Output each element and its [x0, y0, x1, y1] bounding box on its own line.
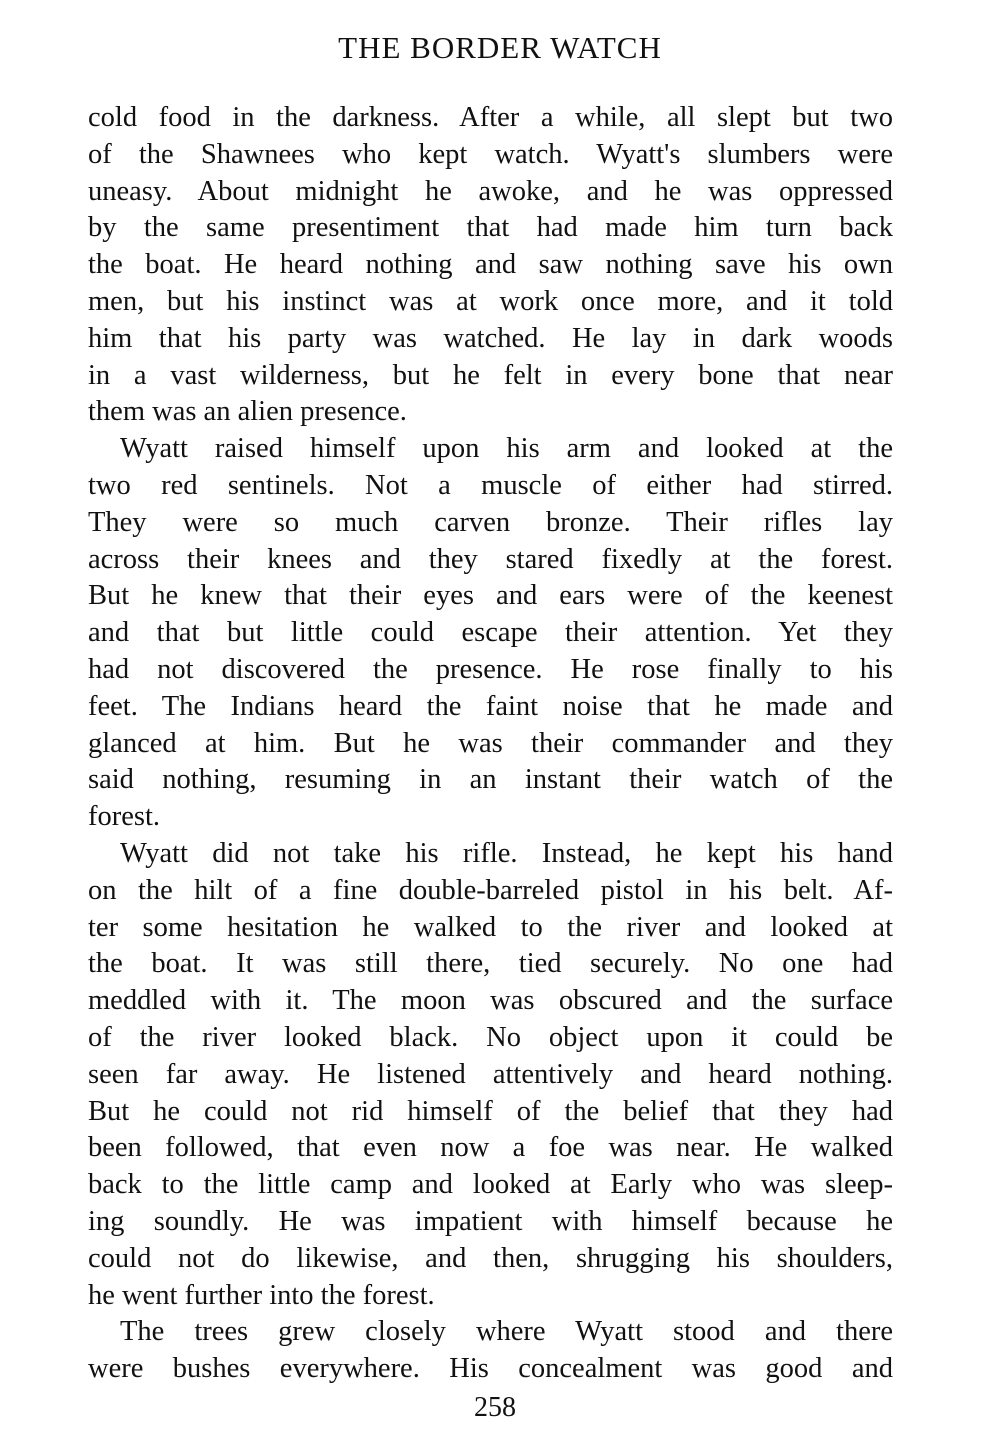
- paragraph: [88, 1314, 893, 1388]
- text-line: across their knees and they stared fixedly at the forest.: [88, 543, 893, 575]
- text-line: the boat. He heard nothing and saw nothing save his own: [88, 249, 893, 281]
- text-line: them was an alien presence.: [88, 396, 407, 428]
- text-line: forest.: [88, 801, 161, 833]
- text-line: by the same presentiment that had made him turn back: [88, 212, 893, 244]
- text-line: on the hilt of a fine double-barreled pistol in his belt. Af-: [88, 874, 893, 906]
- text-line: But he could not rid himself of the belief that they had: [88, 1095, 893, 1127]
- text-line: Wyatt did not take his rifle. Instead, he kept his hand: [120, 837, 893, 869]
- text-line: in a vast wilderness, but he felt in every bone that near: [88, 359, 893, 391]
- text-line: the boat. It was still there, tied securely. No one had: [88, 948, 893, 980]
- text-line: cold food in the darkness. After a while, all slept but two: [88, 102, 893, 133]
- text-line: two red sentinels. Not a muscle of either had stirred.: [88, 469, 893, 501]
- text-line: ing soundly. He was impatient with himself because he: [88, 1205, 893, 1237]
- text-line: Wyatt raised himself upon his arm and looked at the: [120, 433, 893, 465]
- text-line: glanced at him. But he was their commander and they: [88, 727, 893, 759]
- text-line: men, but his instinct was at work once more, and it told: [88, 285, 893, 317]
- running-head: THE BORDER WATCH: [338, 30, 662, 65]
- page-number: 258: [474, 1392, 516, 1423]
- paragraph: [88, 836, 893, 1314]
- text-line: uneasy. About midnight he awoke, and he was oppressed: [88, 175, 893, 207]
- text-line: he went further into the forest.: [88, 1279, 435, 1311]
- text-line: meddled with it. The moon was obscured and the surface: [88, 985, 893, 1017]
- text-line: back to the little camp and looked at Early who was sleep-: [88, 1169, 893, 1201]
- text-line: said nothing, resuming in an instant their watch of the: [88, 764, 893, 796]
- text-line: could not do likewise, and then, shrugging his shoulders,: [88, 1242, 893, 1274]
- text-line: of the Shawnees who kept watch. Wyatt's slumbers were: [88, 138, 893, 170]
- text-line: ter some hesitation he walked to the river and looked at: [88, 911, 893, 943]
- body-text: [88, 100, 893, 1388]
- text-line: seen far away. He listened attentively and heard nothing.: [88, 1058, 893, 1090]
- text-line: They were so much carven bronze. Their rifles lay: [88, 506, 893, 538]
- text-line: of the river looked black. No object upon it could be: [88, 1021, 893, 1053]
- text-line: him that his party was watched. He lay in dark woods: [88, 322, 893, 354]
- text-line: had not discovered the presence. He rose finally to his: [88, 653, 893, 685]
- text-line: been followed, that even now a foe was near. He walked: [88, 1132, 893, 1164]
- text-line: feet. The Indians heard the faint noise that he made and: [88, 690, 893, 722]
- text-line: The trees grew closely where Wyatt stood and there: [120, 1316, 893, 1348]
- text-line: were bushes everywhere. His concealment was good and: [88, 1353, 893, 1385]
- paragraph: [88, 100, 893, 431]
- text-line: But he knew that their eyes and ears were of the keenest: [88, 580, 893, 612]
- text-line: and that but little could escape their attention. Yet they: [88, 617, 893, 649]
- paragraph: [88, 431, 893, 836]
